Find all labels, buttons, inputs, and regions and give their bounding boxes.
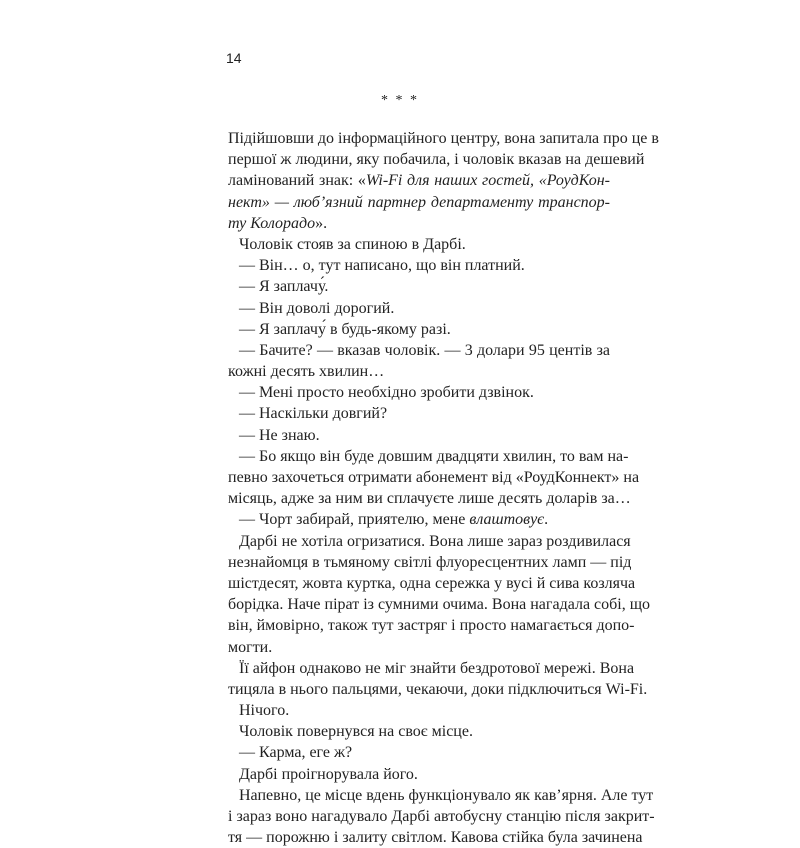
text-run: Дарбі проігнорувала його.: [239, 765, 418, 783]
section-separator: * * *: [381, 93, 419, 108]
text-run: — Бо якщо він буде довшим двадцяти хвилин, то вам на-: [239, 447, 629, 465]
text-line: [228, 340, 610, 361]
text-run: Підійшовши до інформаційного центру, вона запитала про це в: [228, 130, 659, 147]
text-run: борідка. Наче пірат із сумними очима. Вона нагадала собі, що: [228, 596, 651, 614]
text-run: місяць, адже за ним ви сплачуєте лише десять доларів за…: [228, 490, 631, 508]
text-run: — Бачите? — вказав чоловік. — 3 долари 95 центів за: [239, 341, 610, 359]
text-run: шістдесят, жовта куртка, одна сережка у вусі й сива козляча: [228, 574, 636, 592]
text-line: [228, 679, 648, 700]
text-run: Чоловік повернувся на своє місце.: [239, 723, 473, 741]
text-run: — Він… о, тут написано, що він платний.: [239, 257, 525, 275]
text-run-after: ».: [315, 214, 328, 232]
text-line: [228, 425, 610, 446]
text-line: [228, 742, 610, 763]
text-run: — Чорт забирай, приятелю, мене: [239, 511, 470, 529]
text-line: [228, 467, 640, 488]
page-number: 14: [226, 50, 242, 66]
text-run: — Я заплачу́ в будь-якому разі.: [239, 320, 451, 338]
text-line: [228, 213, 610, 234]
text-line: [228, 658, 635, 679]
text-run: Чоловік стояв за спиною в Дарбі.: [239, 235, 466, 253]
text-line: [228, 276, 610, 297]
text-line: [228, 298, 610, 319]
text-run: — Не знаю.: [239, 426, 320, 444]
text-run: — Я заплачу́.: [239, 278, 329, 296]
body-text: [228, 128, 659, 848]
text-line: [228, 255, 610, 276]
text-line: [228, 615, 635, 636]
text-line: [228, 806, 655, 827]
italic-run: нект» — люб’язний партнер департаменту транспор-: [228, 193, 610, 211]
text-line: [228, 721, 610, 742]
text-line: [228, 403, 610, 424]
text-run: Дарбі не хотіла огризатися. Вона лише зараз роздивилася: [239, 532, 631, 550]
text-line: [228, 785, 654, 806]
text-run: Нічого.: [239, 702, 290, 720]
text-run-after: .: [544, 511, 549, 529]
text-run: незнайомця в тьмяному світлі флуоресцентних ламп — під: [228, 553, 632, 571]
text-run: могти.: [228, 638, 273, 656]
text-run: — Наскільки довгий?: [239, 405, 388, 423]
text-line: [228, 531, 631, 552]
text-line: [228, 170, 610, 191]
text-run: певно захочеться отримати абонемент від «РоудКоннект» на: [228, 469, 640, 486]
italic-run: ту Колорадо: [228, 214, 316, 232]
italic-run: влаштовує: [469, 511, 545, 529]
text-line: [228, 234, 610, 255]
text-line: [228, 552, 632, 573]
text-run: і зараз воно нагадувало Дарбі автобусну станцію після закрит-: [228, 808, 655, 825]
text-line: [228, 700, 610, 721]
text-run: — Він доволі дорогий.: [239, 299, 395, 317]
text-line: [228, 192, 610, 213]
text-line: [228, 319, 610, 340]
text-run: кожні десять хвилин…: [228, 363, 385, 381]
text-line: [228, 361, 610, 382]
text-run: тицяла в нього пальцями, чекаючи, доки підключиться Wi-Fi.: [228, 680, 648, 698]
text-line: [228, 764, 610, 785]
text-line: [228, 446, 629, 467]
text-run: — Карма, еге ж?: [239, 744, 353, 762]
text-run: він, ймовірно, також тут застряг і просто намагається допо-: [228, 617, 635, 635]
text-run: Напевно, це місце вдень функціонувало як кав’ярня. Але тут: [239, 786, 654, 804]
text-line: [228, 594, 651, 615]
text-run: — Мені просто необхідно зробити дзвінок.: [239, 384, 534, 402]
text-line: [228, 573, 636, 594]
text-run: Її айфон однаково не міг знайти бездротової мережі. Вона: [239, 659, 635, 677]
text-line: [228, 488, 631, 509]
text-line: [228, 509, 610, 530]
text-line: [228, 637, 610, 658]
text-run: тя — порожню і залиту світлом. Кавова стійка була зачинена: [228, 829, 643, 847]
text-line: [228, 382, 610, 403]
text-run: ламінований знак: «: [228, 172, 366, 190]
text-line: [228, 149, 645, 170]
text-run: першої ж людини, яку побачила, і чоловік вказав на дешевий: [228, 151, 645, 169]
text-line: [228, 128, 659, 149]
italic-run: Wi-Fi для наших гостей, «РоудКон-: [365, 172, 610, 190]
text-line: [228, 827, 643, 848]
